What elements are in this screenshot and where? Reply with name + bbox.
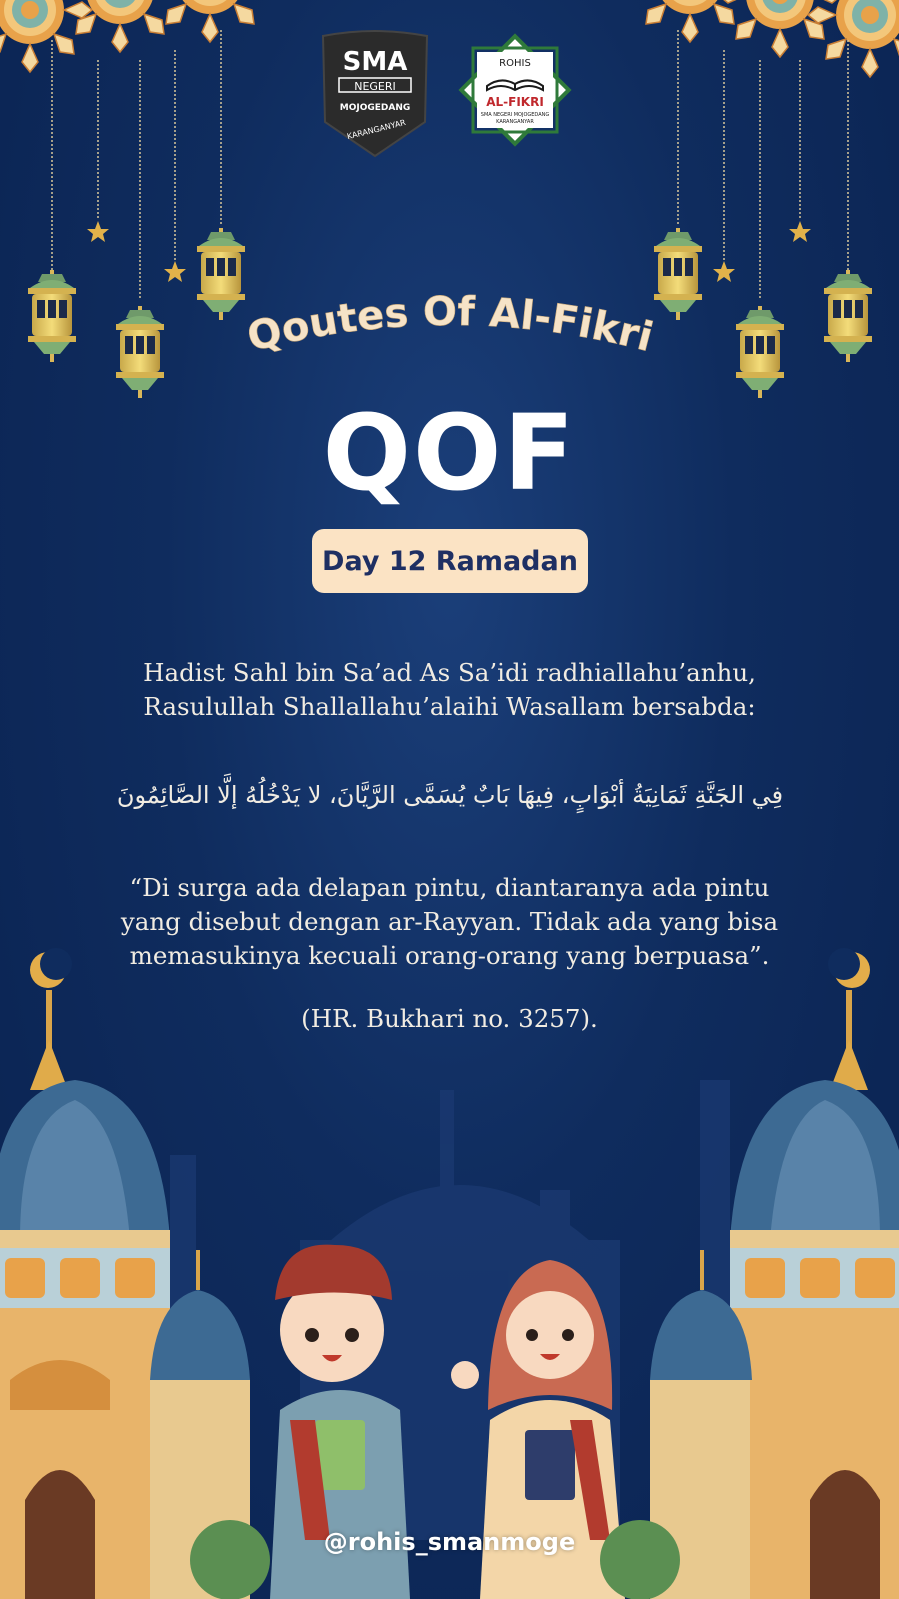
translation-line1: “Di surga ada delapan pintu, diantaranya ada pintu: [129, 873, 770, 902]
hanging-lanterns-decoration: [0, 0, 899, 460]
page-title: QOF: [322, 392, 577, 514]
hadith-intro: [40, 656, 859, 724]
rohis-logo-line4: KARANGANYAR: [496, 119, 534, 125]
crescent-left-icon: [30, 948, 72, 988]
rohis-al-fikri-logo: [453, 28, 577, 152]
hadith-intro-line2: Rasulullah Shallallahu’alaihi Wasallam bersabda:: [143, 692, 756, 721]
rohis-logo-line1: ROHIS: [499, 58, 531, 69]
mosque-children-illustration: [0, 940, 899, 1599]
rohis-logo-line2: AL-FIKRI: [486, 95, 544, 109]
sma-negeri-logo: [319, 30, 431, 160]
social-handle: @rohis_smanmoge: [323, 1528, 576, 1556]
sma-logo-line1: SMA: [342, 47, 408, 77]
hadith-reference: (HR. Bukhari no. 3257).: [301, 1004, 598, 1033]
day-badge: Day 12 Ramadan: [312, 529, 588, 593]
svg-text:Qoutes Of Al-Fikri: [243, 290, 658, 361]
sma-logo-line3: MOJOGEDANG: [339, 103, 411, 113]
subtitle-text: Qoutes Of Al-Fikri: [242, 290, 658, 362]
sma-logo-line4: KARANGANYAR: [346, 117, 407, 142]
translation-line2: yang disebut dengan ar-Rayyan. Tidak ada yang bisa: [120, 907, 779, 936]
hadith-arabic-text: فِي الجَنَّةِ ثَمَانِيَةُ أبْوَابٍ، فِيهَا بَابٌ يُسَمَّى الرَّيَّانَ، لا يَدْخُلُهُ إلَّا الصَّائِمُونَ: [116, 781, 784, 809]
hadith-intro-line1: Hadist Sahl bin Sa’ad As Sa’idi radhiallahu’anhu,: [143, 658, 756, 687]
rohis-logo-line3: SMA NEGERI MOJOGEDANG: [480, 112, 550, 118]
translation-line3: memasukinya kecuali orang-orang yang berpuasa”.: [129, 941, 770, 970]
sma-logo-line2: NEGERI: [354, 80, 396, 93]
subtitle-arc: [0, 290, 899, 370]
crescent-right-icon: [828, 948, 870, 988]
